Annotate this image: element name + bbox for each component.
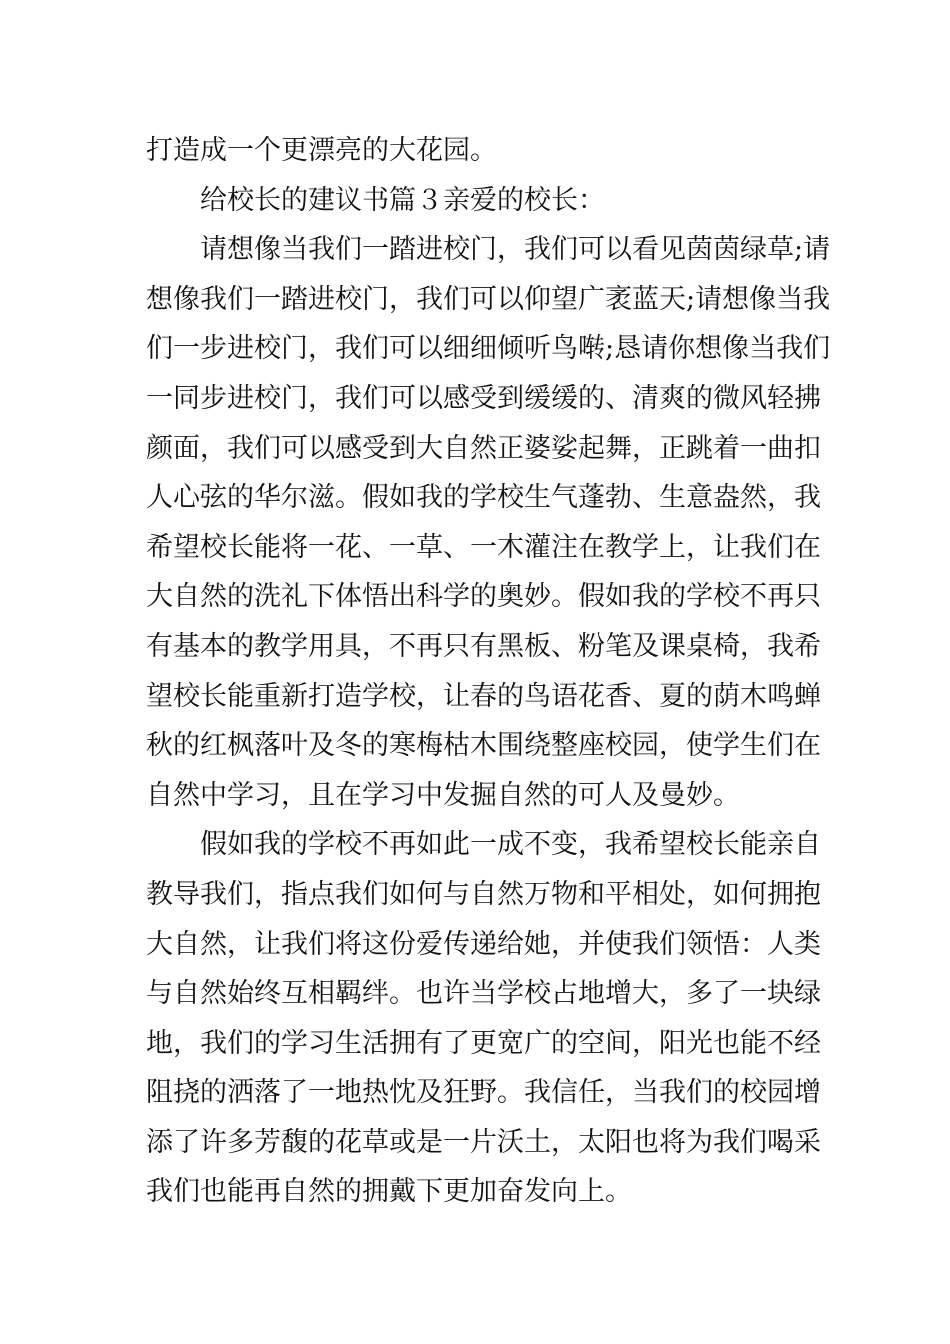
text-line: 大自然，让我们将这份爱传递给她，并使我们领悟：人类 <box>146 928 821 960</box>
paragraph-1 <box>146 126 808 176</box>
text-line: 人心弦的华尔滋。假如我的学校生气蓬勃、生意盎然，我 <box>146 482 821 514</box>
text-line: 与自然始终互相羁绊。也许当学校占地增大，多了一块绿 <box>146 978 821 1010</box>
text-line: 颜面，我们可以感受到大自然正婆娑起舞，正跳着一曲扣 <box>146 432 821 464</box>
paragraph-4 <box>146 820 821 1217</box>
text-line: 教导我们，指点我们如何与自然万物和平相处，如何拥抱 <box>146 878 821 910</box>
text-line: 想像我们一踏进校门，我们可以仰望广袤蓝天;请想像当我 <box>146 283 831 315</box>
text-line: 自然中学习，且在学习中发掘自然的可人及曼妙。 <box>146 779 740 811</box>
text-line: 添了许多芳馥的花草或是一片沃土，太阳也将为我们喝采 <box>146 1126 821 1158</box>
text-line: 给校长的建议书篇３亲爱的校长： <box>200 184 605 216</box>
text-line: 打造成一个更漂亮的大花园。 <box>146 135 497 166</box>
text-line: 阻挠的洒落了一地热忱及狂野。我信任，当我们的校园增 <box>146 1077 821 1109</box>
text-line: 请想像当我们一踏进校门，我们可以看见茵茵绿草;请 <box>200 234 831 266</box>
text-line: 大自然的洗礼下体悟出科学的奥妙。假如我的学校不再只 <box>146 581 821 613</box>
text-line: 秋的红枫落叶及冬的寒梅枯木围绕整座校园，使学生们在 <box>146 730 821 762</box>
text-line: 一同步进校门，我们可以感受到缓缓的、清爽的微风轻拂 <box>146 382 821 414</box>
text-line: 希望校长能将一花、一草、一木灌注在教学上，让我们在 <box>146 531 821 563</box>
paragraph-2-heading <box>146 176 808 226</box>
text-line: 有基本的教学用具，不再只有黑板、粉笔及课桌椅，我希 <box>146 630 821 662</box>
paragraph-3 <box>146 225 831 820</box>
document-body <box>146 126 831 1217</box>
text-line: 我们也能再自然的拥戴下更加奋发向上。 <box>146 1176 632 1208</box>
text-line: 们一步进校门，我们可以细细倾听鸟啭;恳请你想像当我们 <box>146 333 831 365</box>
text-line: 地，我们的学习生活拥有了更宽广的空间，阳光也能不经 <box>146 1027 821 1059</box>
text-line: 假如我的学校不再如此一成不变，我希望校长能亲自 <box>200 829 821 861</box>
text-line: 望校长能重新打造学校，让春的鸟语花香、夏的荫木鸣蝉 <box>146 680 821 712</box>
